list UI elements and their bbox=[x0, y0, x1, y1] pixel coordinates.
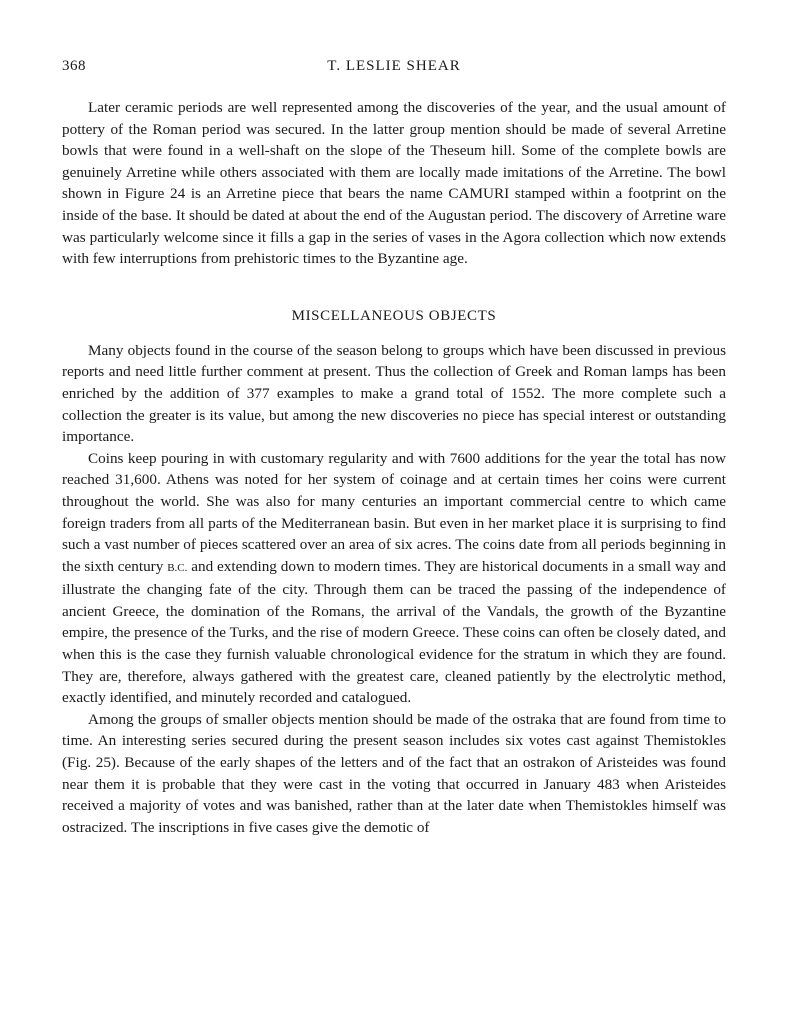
section-body bbox=[62, 340, 726, 839]
paragraph-arretine-ware: Later ceramic periods are well represented among the discoveries of the year, and the usual amount of pottery of the Roman period was secured. In the latter group mention should be made of several Arretine bowls that were found in a well-shaft on the slope of the Theseum hill. Some of the complete bowls are genuinely Arretine while others associated with them are locally made imitations of the Arretine. The bowl shown in Figure 24 is an Arretine piece that bears the name CAMURI stamped within a footprint on the inside of the base. It should be dated at about the end of the Augustan period. The discovery of Arretine ware was particularly welcome since it fills a gap in the series of vases in the Agora collection which now extends with few interruptions from prehistoric times to the Byzantine age. bbox=[62, 99, 726, 268]
intro-block bbox=[62, 97, 726, 270]
paragraph-lamps: Many objects found in the course of the season belong to groups which have been discussed in previous reports and need little further comment at present. Thus the collection of Greek and Roman lamps has been enriched by the addition of 377 examples to make a grand total of 1552. The more complete such a collection the greater is its value, but among the new discoveries no piece has special interest or outstanding importance. bbox=[62, 341, 726, 446]
header-author: T. LESLIE SHEAR bbox=[327, 58, 461, 74]
running-head bbox=[62, 58, 726, 82]
page-number: 368 bbox=[62, 58, 86, 74]
page bbox=[62, 58, 726, 838]
coins-text-end: and extending down to modern times. They are historical documents in a small way and illustrate the changing fate of the city. Through them can be traced the passing of the independence of ancient Greece, the domination of the Romans, the arrival of the Vandals, the growth of the Byzantine empire, the presence of the Turks, and the rise of modern Greece. These coins can often be closely dated, and when this is the case they furnish valuable chronological evidence for the stratum in which they are found. They are, therefore, always gathered with the greatest care, cleaned patiently by the electrolytic method, exactly identified, and minutely recorded and catalogued. bbox=[62, 557, 727, 707]
paragraph-ostraka: Among the groups of smaller objects mention should be made of the ostraka that are found from time to time. An interesting series secured during the present season includes six votes cast against Themistokles (Fig. 25). Because of the early shapes of the letters and of the fact that an ostrakon of Aristeides was found near them it is probable that they were cast in the voting that occurred in January 483 when Aristeides received a majority of votes and was banished, rather than at the later date when Themistokles himself was ostracized. The inscriptions in five cases give the demotic of bbox=[62, 710, 726, 836]
era-abbreviation: B.C. bbox=[167, 561, 188, 574]
paragraph-coins bbox=[62, 448, 726, 709]
section-heading: MISCELLANEOUS OBJECTS bbox=[291, 307, 497, 324]
coins-text-start: Coins keep pouring in with customary regularity and with 7600 additions for the year the total has now reached 31,600. Athens was noted for her system of coinage and at certain times her coins were current throughout the world. She was also for many centuries an important commercial centre to which came foreign traders from all parts of the Mediterranean basin. But even in her market place it is surprising to find such a vast number of pieces scattered over an area of six acres. The coins date from all periods beginning in the sixth century bbox=[62, 449, 726, 575]
